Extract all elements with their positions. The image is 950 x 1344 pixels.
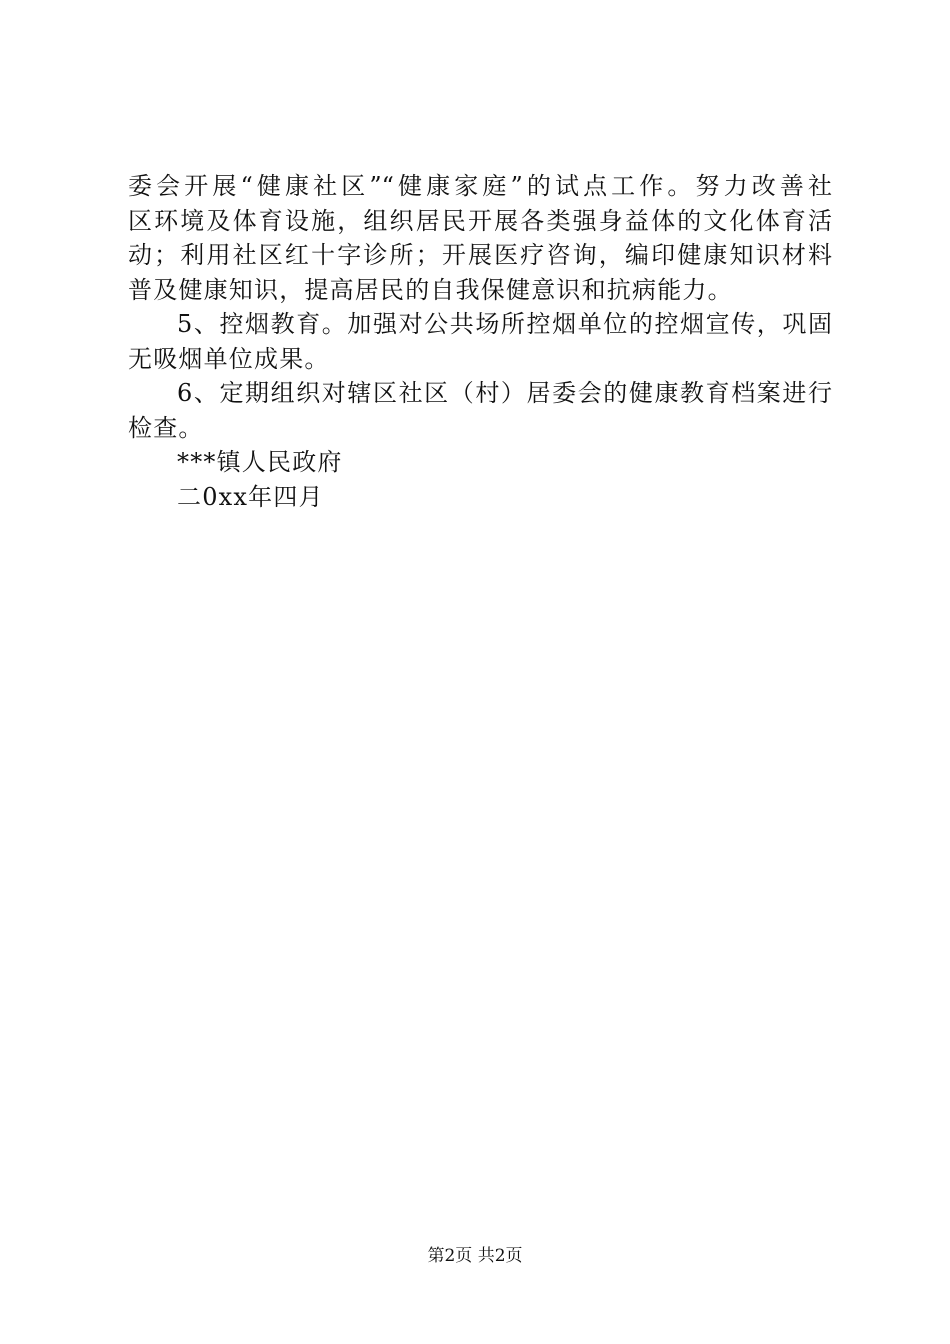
paragraph-line: 无吸烟单位成果。 [128,344,330,373]
page-number-footer: 第2页 共2页 [427,1246,523,1266]
paragraph-line: 区环境及体育设施，组织居民开展各类强身益体的文化体育活 [128,206,832,235]
paragraph-line: 普及健康知识，提高居民的自我保健意识和抗病能力。 [128,275,733,304]
signature-date: 二0xx年四月 [177,482,324,511]
document-body [128,169,832,514]
paragraph-line: 5、控烟教育。加强对公共场所控烟单位的控烟宣传，巩固 [177,310,832,338]
paragraph-line: 6、定期组织对辖区社区（村）居委会的健康教育档案进行 [177,379,832,407]
signature-organization: ***镇人民政府 [177,448,343,476]
paragraph-line: 检查。 [128,413,204,442]
paragraph-line: 动；利用社区红十字诊所；开展医疗咨询，编印健康知识材料 [128,241,832,269]
paragraph-line: 委会开展“健康社区”“健康家庭”的试点工作。努力改善社 [128,172,832,200]
